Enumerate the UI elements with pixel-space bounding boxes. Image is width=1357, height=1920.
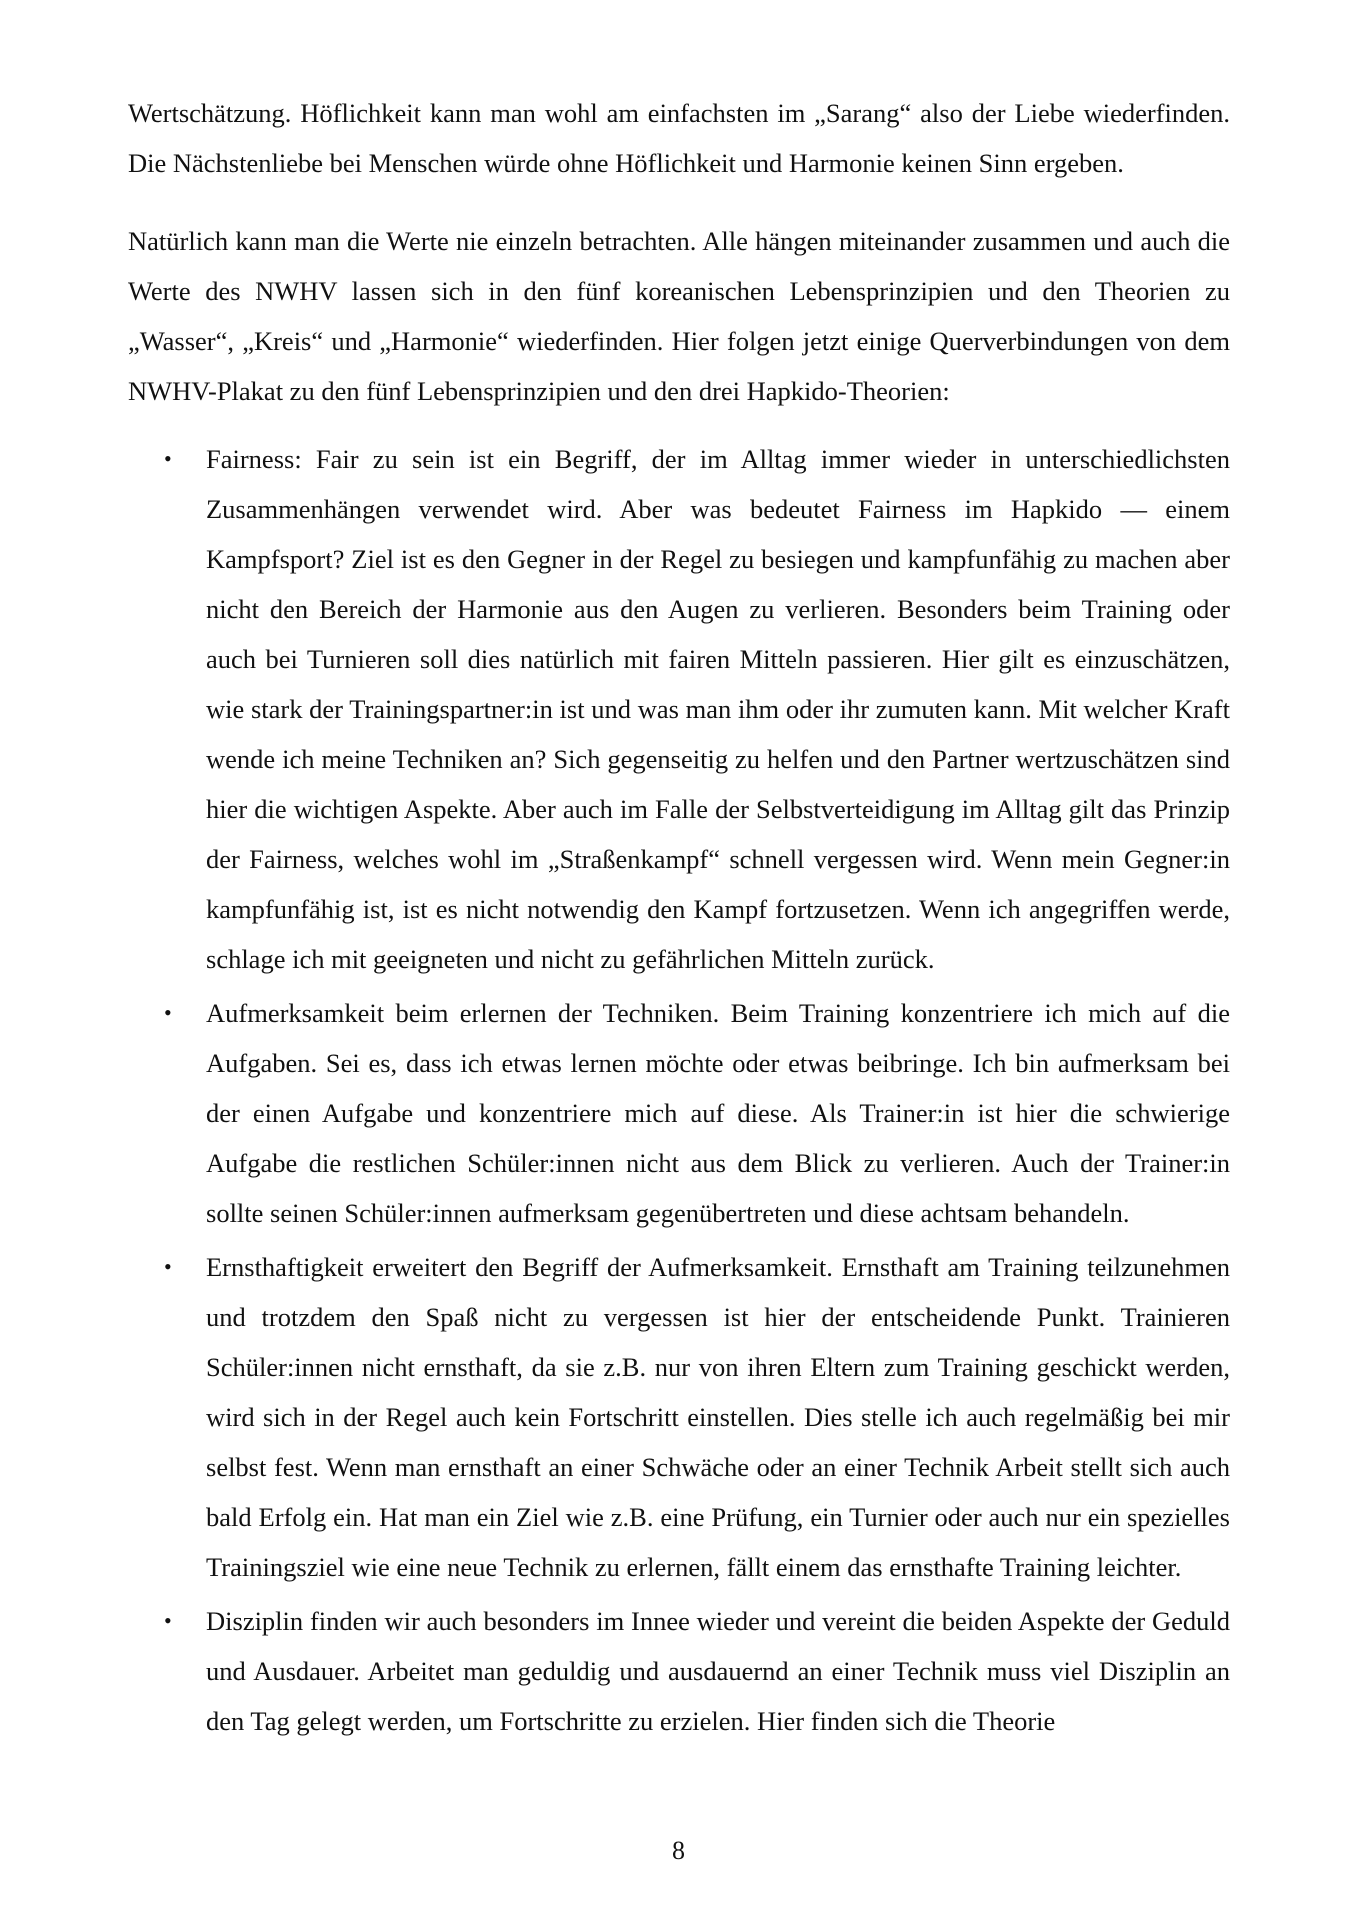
paragraph-1: Wertschätzung. Höflichkeit kann man wohl am einfachsten im „Sarang“ also der Liebe wiederfinden. Die Nächstenliebe bei Menschen würde ohne Höflichkeit und Harmonie keinen Sinn ergeben. <box>128 98 1230 178</box>
page-number: 8 <box>672 1836 685 1865</box>
paragraph-2: Natürlich kann man die Werte nie einzeln betrachten. Alle hängen miteinander zusammen und auch die Werte des NWHV lassen sich in den fünf koreanischen Lebensprinzipien und den Theorien zu „Wasser“, „Kreis“ und „Harmonie“ wiederfinden. Hier folgen jetzt einige Querverbindungen von dem NWHV-Plakat zu den fünf Lebensprinzipien und den drei Hapkido-Theorien: <box>128 226 1230 406</box>
list-item: • Fairness: Fair zu sein ist ein Begriff, der im Alltag immer wieder in unterschiedlichsten Zusammenhängen verwendet wird. Aber was bedeutet Fairness im Hapkido — einem Kampfsport? Ziel ist es den Gegner in der Regel zu besiegen und kampfunfähig zu machen aber nicht den Bereich der Harmonie aus den Augen zu verlieren. Besonders beim Training oder auch bei Turnieren soll dies natürlich mit fairen Mitteln passieren. Hier gilt es einzuschätzen, wie stark der Trainingspartner:in ist und was man ihm oder ihr zumuten kann. Mit welcher Kraft wende ich meine Techniken an? Sich gegenseitig zu helfen und den Partner wertzuschätzen sind hier die wichtigen Aspekte. Aber auch im Falle der Selbstverteidigung im Alltag gilt das Prinzip der Fairness, welches wohl im „Straßenkampf“ schnell vergessen wird. Wenn mein Gegner:in kampfunfähig ist, ist es nicht notwendig den Kampf fortzusetzen. Wenn ich angegriffen werde, schlage ich mit geeigneten und nicht zu gefährlichen Mitteln zurück. <box>128 434 1230 984</box>
list-item: • Disziplin finden wir auch besonders im Innee wieder und vereint die beiden Aspekte der Geduld und Ausdauer. Arbeitet man geduldig und ausdauernd an einer Technik muss viel Disziplin an den Tag gelegt werden, um Fortschritte zu erzielen. Hier finden sich die Theorie <box>128 1596 1230 1746</box>
list-item: • Aufmerksamkeit beim erlernen der Techniken. Beim Training konzentriere ich mich auf die Aufgaben. Sei es, dass ich etwas lernen möchte oder etwas beibringe. Ich bin aufmerksam bei der einen Aufgabe und konzentriere mich auf diese. Als Trainer:in ist hier die schwierige Aufgabe die restlichen Schüler:innen nicht aus dem Blick zu verlieren. Auch der Trainer:in sollte seinen Schüler:innen aufmerksam gegenübertreten und diese achtsam behandeln. <box>128 988 1230 1238</box>
page-body <box>128 88 1230 1750</box>
bullet-list <box>128 434 1230 1746</box>
list-item: • Ernsthaftigkeit erweitert den Begriff der Aufmerksamkeit. Ernsthaft am Training teilzunehmen und trotzdem den Spaß nicht zu vergessen ist hier der entscheidende Punkt. Trainieren Schüler:innen nicht ernsthaft, da sie z.B. nur von ihren Eltern zum Training geschickt werden, wird sich in der Regel auch kein Fortschritt einstellen. Dies stelle ich auch regelmäßig bei mir selbst fest. Wenn man ernsthaft an einer Schwäche oder an einer Technik Arbeit stellt sich auch bald Erfolg ein. Hat man ein Ziel wie z.B. eine Prüfung, ein Turnier oder auch nur ein spezielles Trainingsziel wie eine neue Technik zu erlernen, fällt einem das ernsthafte Training leichter. <box>128 1242 1230 1592</box>
